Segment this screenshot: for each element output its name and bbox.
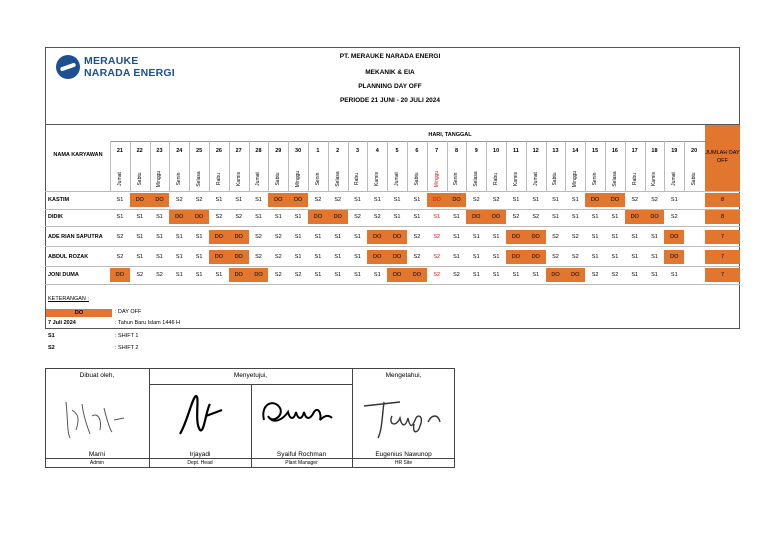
shift-cell: S2: [175, 197, 183, 203]
day-name-text: Minggu: [572, 170, 579, 188]
shift-cell: S1: [294, 254, 302, 260]
shift-cell: S2: [631, 197, 639, 203]
day-name-header: [169, 169, 189, 189]
day-name-header: [328, 169, 348, 189]
shift-cell: S1: [492, 272, 500, 278]
shift-cell: DO: [150, 193, 170, 207]
shift-cell: S2: [334, 197, 342, 203]
date-header: 22: [136, 148, 143, 154]
signer-position-eugenius: HR Site: [394, 460, 413, 466]
date-header: 25: [196, 148, 203, 154]
shift-cell: DO: [189, 210, 209, 224]
shift-cell: S2: [492, 197, 500, 203]
day-name-header: [110, 169, 130, 189]
shift-cell: DO: [506, 250, 526, 264]
signer-position-irjayadi: Dept. Head: [187, 460, 213, 466]
shift-cell: S1: [532, 197, 540, 203]
day-name-text: Jumat: [532, 172, 539, 186]
date-header: 10: [493, 148, 500, 154]
shift-cell: S1: [651, 234, 658, 240]
date-header: 23: [156, 148, 163, 154]
shift-cell: DO: [169, 210, 189, 224]
legend-key-s1: S1: [48, 333, 55, 339]
header-bottom-line: [45, 191, 740, 192]
shift-cell: S2: [274, 272, 282, 278]
shift-cell: S2: [571, 254, 579, 260]
shift-cell: S2: [294, 272, 302, 278]
shift-cell: S1: [631, 234, 639, 240]
shift-cell: DO: [209, 230, 229, 244]
signer-name-syaiful: Syaiful Rochman: [276, 451, 327, 458]
shift-cell: S1: [255, 214, 262, 220]
legend-key-holiday: 7 Juli 2024: [48, 320, 76, 326]
signature-marni: [58, 390, 138, 442]
row-divider: [45, 246, 740, 247]
date-header: 4: [375, 148, 379, 154]
shift-cell: S2: [116, 234, 124, 240]
date-header: 29: [275, 148, 282, 154]
shift-cell: DO: [526, 250, 546, 264]
shift-cell: S1: [195, 272, 203, 278]
signer-name-marni: Marni: [88, 451, 106, 458]
day-name-text: Sabtu: [136, 172, 143, 186]
name-column-header: NAMA KARYAWAN: [53, 152, 103, 158]
logo-text-line1: MERAUKE: [84, 55, 139, 67]
shift-cell: S2: [433, 272, 441, 278]
shift-cell: DO: [288, 193, 308, 207]
signer-name-eugenius: Eugenius Nawunop: [375, 451, 432, 458]
shift-cell: S1: [334, 234, 342, 240]
day-name-text: Selasa: [334, 171, 341, 187]
shift-cell: DO: [605, 193, 625, 207]
shift-cell: S1: [433, 214, 441, 220]
date-header: 8: [454, 148, 459, 154]
shift-cell: S1: [453, 214, 460, 220]
shift-cell: S2: [591, 272, 599, 278]
day-name-text: Sabtu: [691, 172, 698, 186]
shift-cell: DO: [466, 210, 486, 224]
shift-cell: DO: [387, 268, 407, 282]
shift-cell: S1: [334, 272, 342, 278]
day-name-header: [268, 169, 288, 189]
date-header: 3: [355, 148, 360, 154]
signature-syaiful: [258, 394, 338, 440]
group-header: HARI, TANGGAL: [428, 132, 472, 138]
date-header: 28: [255, 148, 262, 154]
shift-cell: S1: [334, 254, 342, 260]
legend-value-s1: : SHIFT 1: [115, 333, 139, 339]
shift-cell: DO: [486, 210, 506, 224]
day-name-header: [664, 169, 684, 189]
shift-cell: S1: [571, 197, 579, 203]
day-name-header: [150, 169, 170, 189]
shift-cell: S2: [611, 272, 619, 278]
shift-cell: S1: [294, 234, 302, 240]
day-name-text: Jumat: [116, 172, 123, 186]
shift-cell: S1: [492, 234, 500, 240]
shift-cell: S1: [116, 197, 124, 203]
header-divider: [45, 124, 740, 125]
shift-cell: S2: [433, 254, 441, 260]
date-header: 9: [474, 148, 478, 154]
date-header: 24: [176, 148, 183, 154]
day-off-total: 8: [705, 210, 740, 224]
shift-cell: S2: [413, 234, 421, 240]
day-off-total: 7: [705, 250, 740, 264]
date-header: 30: [295, 148, 302, 154]
day-name-header: [506, 169, 526, 189]
day-name-text: Rabu: [493, 173, 500, 185]
shift-cell: S1: [175, 234, 183, 240]
legend-value-do: : DAY OFF: [115, 309, 142, 315]
shift-cell: DO: [387, 230, 407, 244]
date-header: 5: [395, 148, 399, 154]
date-header: 6: [415, 148, 419, 154]
day-name-text: Rabu: [215, 173, 222, 185]
shift-cell: S2: [354, 214, 361, 220]
shift-cell: DO: [387, 250, 407, 264]
shift-cell: DO: [664, 250, 684, 264]
day-name-text: Kamis: [235, 172, 242, 186]
shift-cell: DO: [565, 268, 585, 282]
shift-cell: S1: [354, 272, 361, 278]
shift-cell: S1: [413, 197, 421, 203]
day-name-header: [427, 169, 447, 189]
day-name-text: Sabtu: [413, 172, 420, 186]
shift-cell: DO: [328, 210, 348, 224]
day-name-header: [407, 169, 427, 189]
shift-cell: S1: [552, 214, 559, 220]
day-name-header: [625, 169, 645, 189]
shift-cell: DO: [308, 210, 328, 224]
day-name-text: Selasa: [611, 171, 618, 187]
date-header: 27: [235, 148, 242, 154]
day-name-header: [367, 169, 387, 189]
shift-cell: S1: [195, 254, 203, 260]
signature-divider: [149, 384, 352, 385]
day-name-text: Kamis: [512, 172, 519, 186]
legend-value-s2: : SHIFT 2: [115, 345, 139, 351]
shift-cell: DO: [229, 230, 249, 244]
day-name-header: [466, 169, 486, 189]
shift-cell: DO: [585, 193, 605, 207]
day-name-text: Rabu: [631, 173, 638, 185]
shift-cell: S1: [670, 272, 678, 278]
legend-key-s2: S2: [48, 345, 55, 351]
document-title: PLANNING DAY OFF: [358, 83, 422, 90]
shift-cell: DO: [664, 230, 684, 244]
shift-cell: S2: [571, 234, 579, 240]
shift-cell: S2: [373, 214, 381, 220]
shift-cell: S2: [274, 254, 282, 260]
day-name-text: Minggu: [433, 170, 440, 188]
day-name-header: [447, 169, 467, 189]
date-header: 13: [552, 148, 559, 154]
shift-cell: S1: [136, 234, 144, 240]
shift-cell: S1: [413, 214, 421, 220]
shift-cell: S1: [492, 254, 500, 260]
shift-cell: S2: [532, 214, 540, 220]
employee-name: ADE RIAN SAPUTRA: [48, 234, 103, 240]
shift-cell: DO: [209, 250, 229, 264]
shift-cell: S1: [651, 254, 658, 260]
shift-cell: S1: [175, 254, 183, 260]
shift-cell: S2: [670, 214, 678, 220]
shift-cell: DO: [506, 230, 526, 244]
shift-cell: S1: [472, 272, 480, 278]
signature-irjayadi: [170, 390, 230, 442]
shift-cell: S2: [255, 254, 262, 260]
date-header: 20: [691, 148, 698, 154]
company-name: PT. MERAUKE NARADA ENERGI: [339, 53, 441, 60]
day-name-header: [387, 169, 407, 189]
day-name-header: [605, 169, 625, 189]
day-off-total: 8: [705, 193, 740, 207]
shift-cell: S1: [314, 234, 322, 240]
shift-cell: S2: [453, 272, 460, 278]
day-name-header: [209, 169, 229, 189]
employee-name: ABDUL ROZAK: [48, 254, 89, 260]
row-divider: [45, 226, 740, 227]
date-header: 15: [592, 148, 599, 154]
shift-cell: DO: [625, 210, 645, 224]
shift-cell: S2: [255, 234, 262, 240]
shift-cell: DO: [110, 268, 130, 282]
shift-cell: S1: [393, 197, 401, 203]
shift-cell: S1: [611, 234, 619, 240]
shift-cell: S1: [651, 272, 658, 278]
shift-cell: S1: [552, 197, 559, 203]
day-name-header: [645, 169, 665, 189]
date-header: 16: [611, 148, 618, 154]
day-name-text: Sabtu: [275, 172, 282, 186]
shift-cell: S2: [552, 234, 559, 240]
shift-cell: S2: [552, 254, 559, 260]
shift-cell: S1: [116, 214, 124, 220]
shift-cell: S1: [235, 197, 243, 203]
shift-cell: S1: [373, 197, 381, 203]
shift-cell: S1: [532, 272, 540, 278]
shift-cell: S1: [314, 254, 322, 260]
shift-cell: S2: [314, 197, 322, 203]
day-name-header: [526, 169, 546, 189]
approved-label: Menyetujui,: [233, 372, 268, 379]
acknowledged-label: Mengetahui,: [385, 372, 422, 379]
shift-cell: S2: [274, 234, 282, 240]
shift-cell: S1: [453, 234, 460, 240]
employee-name: KASTIM: [48, 197, 70, 203]
day-name-text: Senin: [453, 172, 460, 186]
day-name-text: Minggu: [156, 170, 163, 188]
day-name-text: Jumat: [255, 172, 262, 186]
day-name-header: [585, 169, 605, 189]
day-name-text: Jumat: [671, 172, 678, 186]
shift-cell: S1: [136, 254, 144, 260]
shift-cell: DO: [526, 230, 546, 244]
day-name-text: Minggu: [295, 170, 302, 188]
shift-cell: S1: [512, 197, 520, 203]
day-name-header: [189, 169, 209, 189]
day-name-header: [288, 169, 308, 189]
row-divider: [45, 266, 740, 267]
day-name-text: Selasa: [196, 171, 203, 187]
employee-name: JONI DUMA: [48, 272, 79, 278]
day-off-total: 7: [705, 268, 740, 282]
date-header: 18: [651, 148, 658, 154]
shift-cell: S1: [255, 197, 262, 203]
day-name-header: [249, 169, 269, 189]
shift-cell: S2: [116, 254, 124, 260]
shift-cell: S2: [512, 214, 520, 220]
shift-cell: S1: [472, 234, 480, 240]
day-name-header: [229, 169, 249, 189]
shift-cell: S1: [512, 272, 520, 278]
date-header: 2: [336, 148, 340, 154]
shift-cell: S1: [354, 234, 361, 240]
shift-cell: S1: [274, 214, 282, 220]
day-name-text: Selasa: [473, 171, 480, 187]
day-name-text: Senin: [314, 172, 321, 186]
signer-position-marni: Admin: [89, 460, 105, 466]
shift-cell: DO: [546, 268, 566, 282]
shift-cell: DO: [130, 193, 150, 207]
day-name-text: Sabtu: [552, 172, 559, 186]
period: PERIODE 21 JUNI - 20 JULI 2024: [339, 97, 441, 104]
day-name-text: Kamis: [651, 172, 658, 186]
day-name-header: [486, 169, 506, 189]
shift-cell: S1: [156, 234, 163, 240]
shift-cell: S2: [651, 197, 658, 203]
shift-cell: S1: [393, 214, 401, 220]
total-column-header: JUMLAH DAY OFF: [705, 125, 740, 191]
shift-cell: S1: [611, 214, 619, 220]
shift-cell: S1: [453, 254, 460, 260]
shift-cell: S1: [156, 214, 163, 220]
shift-cell: S1: [591, 254, 599, 260]
date-header: 26: [215, 148, 222, 154]
shift-cell: S1: [591, 214, 599, 220]
signer-name-irjayadi: Irjayadi: [189, 451, 211, 458]
shift-cell: S2: [215, 214, 223, 220]
day-name-header: [684, 169, 704, 189]
shift-cell: DO: [407, 268, 427, 282]
shift-cell: S2: [136, 272, 144, 278]
shift-cell: S1: [314, 272, 322, 278]
day-name-text: Jumat: [394, 172, 401, 186]
shift-cell: DO: [645, 210, 665, 224]
shift-cell: S1: [175, 272, 183, 278]
signature-divider: [45, 458, 455, 459]
shift-cell: S1: [136, 214, 144, 220]
shift-cell: DO: [367, 230, 387, 244]
day-name-header: [130, 169, 150, 189]
shift-cell: S1: [472, 254, 480, 260]
legend-value-holiday: : Tahun Baru Islam 1446 H: [115, 320, 181, 326]
shift-cell: S1: [354, 254, 361, 260]
shift-cell: S1: [670, 197, 678, 203]
company-logo: [56, 55, 186, 81]
shift-cell: S1: [354, 197, 361, 203]
shift-cell: DO: [427, 193, 447, 207]
day-name-header: [348, 169, 368, 189]
prepared-label: Dibuat oleh,: [79, 372, 115, 379]
day-off-total: 7: [705, 230, 740, 244]
date-header: 14: [572, 148, 579, 154]
shift-cell: S1: [215, 272, 223, 278]
department: MEKANIK & EIA: [365, 69, 415, 76]
signer-position-syaiful: Plant Manager: [285, 460, 318, 466]
logo-mark-icon: [56, 55, 80, 79]
shift-cell: S2: [156, 272, 163, 278]
date-header: 11: [512, 148, 519, 154]
date-header: 19: [671, 148, 678, 154]
day-name-text: Senin: [176, 172, 183, 186]
day-name-header: [308, 169, 328, 189]
day-name-text: Senin: [592, 172, 599, 186]
day-name-header: [546, 169, 566, 189]
day-name-header: [565, 169, 585, 189]
logo-text-line2: NARADA ENERGI: [84, 67, 175, 79]
shift-cell: S1: [195, 234, 203, 240]
shift-cell: S2: [472, 197, 480, 203]
shift-cell: S2: [195, 197, 203, 203]
shift-cell: S1: [571, 214, 579, 220]
legend-title: KETERANGAN :: [48, 296, 89, 302]
date-header: 21: [116, 148, 123, 154]
date-header: 12: [532, 148, 539, 154]
shift-cell: S2: [413, 254, 421, 260]
row-divider: [45, 284, 740, 285]
shift-cell: DO: [249, 268, 269, 282]
date-header: 7: [435, 148, 439, 154]
shift-cell: S2: [235, 214, 243, 220]
day-name-text: Kamis: [374, 172, 381, 186]
shift-cell: S1: [373, 272, 381, 278]
shift-cell: S1: [215, 197, 223, 203]
shift-cell: DO: [229, 250, 249, 264]
shift-cell: DO: [229, 268, 249, 282]
shift-cell: S2: [433, 234, 441, 240]
date-header: 17: [631, 148, 638, 154]
shift-cell: DO: [268, 193, 288, 207]
shift-cell: S1: [631, 254, 639, 260]
shift-cell: S1: [611, 254, 619, 260]
employee-name: DIDIK: [48, 214, 63, 220]
date-header: 1: [316, 148, 320, 154]
shift-cell: DO: [447, 193, 467, 207]
signature-eugenius: [360, 394, 446, 444]
shift-cell: S1: [294, 214, 302, 220]
shift-cell: S1: [631, 272, 639, 278]
day-name-text: Rabu: [354, 173, 361, 185]
shift-cell: S1: [156, 254, 163, 260]
legend-key-do: DO: [46, 309, 112, 317]
shift-cell: S1: [591, 234, 599, 240]
shift-cell: DO: [367, 250, 387, 264]
